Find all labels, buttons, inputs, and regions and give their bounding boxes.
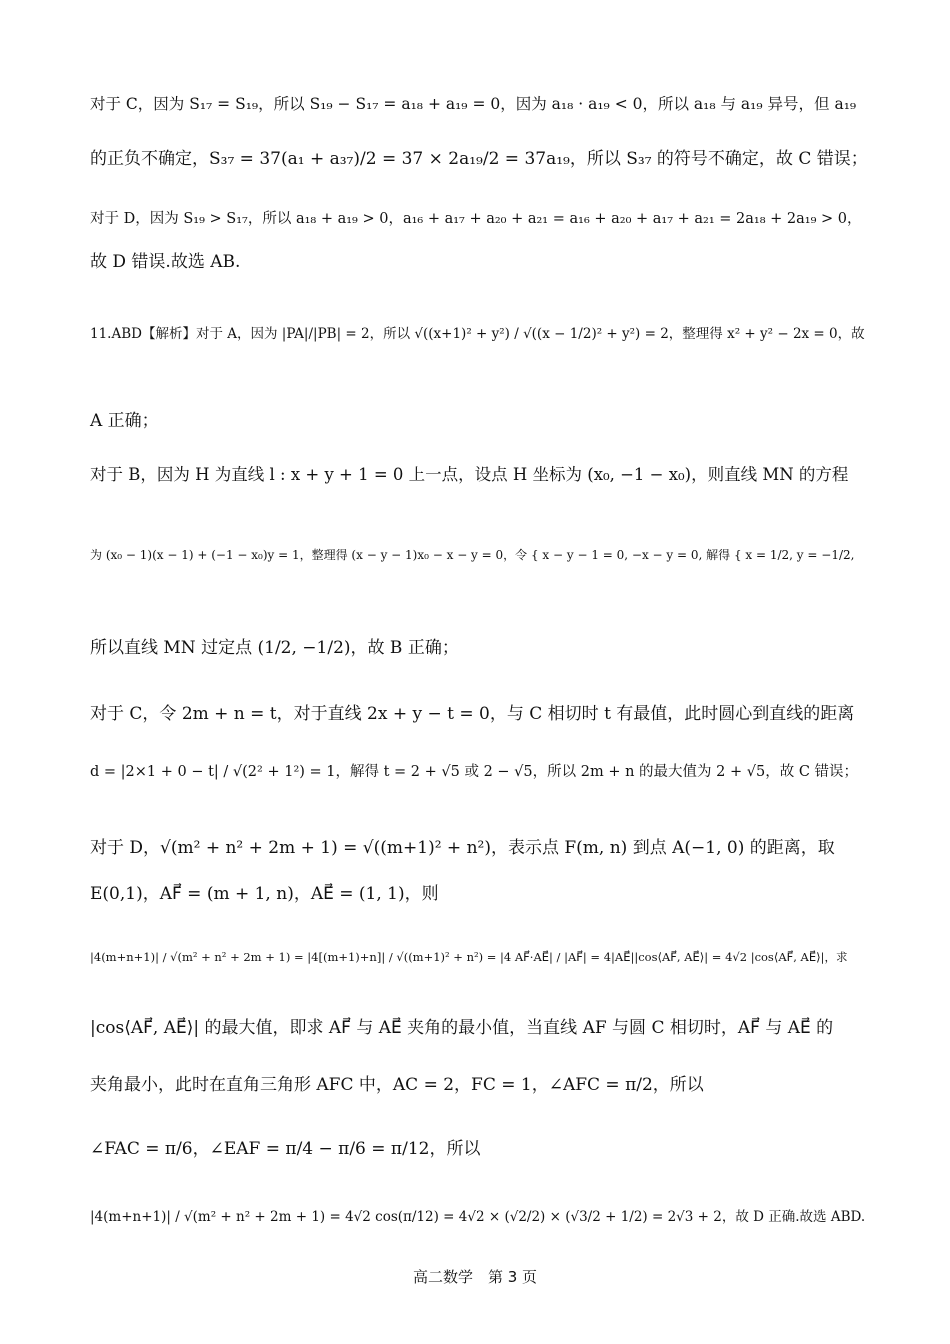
text-line: 对于 C，因为 S₁₇ = S₁₉，所以 S₁₉ − S₁₇ = a₁₈ + a₁₉ = 0，因为 a₁₈ · a₁₉ < 0，所以 a₁₈ 与 a₁₉ 异号，但 a₁₉ (90, 95, 857, 113)
text-line: 为 (x₀ − 1)(x − 1) + (−1 − x₀)y = 1，整理得 (x − y − 1)x₀ − x − y = 0，令 { x − y − 1 = 0, −x − y = 0, 解得 { x = 1/2, y = −1/2, (90, 548, 855, 562)
text-line: 的正负不确定，S₃₇ = 37(a₁ + a₃₇)/2 = 37 × 2a₁₉/2 = 37a₁₉，所以 S₃₇ 的符号不确定，故 C 错误； (90, 149, 868, 169)
text-line: A 正确； (90, 411, 159, 431)
text-line: 对于 D，√(m² + n² + 2m + 1) = √((m+1)² + n²)，表示点 F(m, n) 到点 A(−1, 0) 的距离，取 (90, 838, 835, 858)
text-line: 夹角最小，此时在直角三角形 AFC 中，AC = 2，FC = 1，∠AFC = π/2，所以 (90, 1075, 704, 1095)
text-line: 11.ABD【解析】对于 A，因为 |PA|/|PB| = 2，所以 √((x+1)² + y²) / √((x − 1/2)² + y²) = 2，整理得 x² + y² − 2x = 0，故 (90, 326, 865, 342)
text-line: |4(m+n+1)| / √(m² + n² + 2m + 1) = |4[(m+1)+n]| / √((m+1)² + n²) = |4 AF⃗·AE⃗| / |AF⃗| = 4|AE⃗||cos⟨AF⃗, AE⃗⟩| = 4√2 |cos⟨AF⃗, AE⃗⟩|，求 (90, 950, 848, 964)
text-line: d = |2×1 + 0 − t| / √(2² + 1²) = 1，解得 t = 2 + √5 或 2 − √5，所以 2m + n 的最大值为 2 + √5，故 C 错误； (90, 764, 859, 780)
text-line: 故 D 错误.故选 AB. (90, 252, 241, 272)
text-line: 对于 C，令 2m + n = t，对于直线 2x + y − t = 0，与 C 相切时 t 有最值，此时圆心到直线的距离 (90, 704, 855, 724)
text-line: ∠FAC = π/6，∠EAF = π/4 − π/6 = π/12，所以 (90, 1139, 481, 1159)
text-line: 对于 B，因为 H 为直线 l : x + y + 1 = 0 上一点，设点 H 坐标为 (x₀, −1 − x₀)，则直线 MN 的方程 (90, 465, 849, 484)
page-footer: 高二数学 第 3 页 (412, 1268, 538, 1286)
text-line: 对于 D，因为 S₁₉ > S₁₇，所以 a₁₈ + a₁₉ > 0，a₁₆ + a₁₇ + a₂₀ + a₂₁ = a₁₆ + a₂₀ + a₁₇ + a₂₁ = 2a₁₈ + 2a₁₉ > 0， (90, 211, 862, 227)
text-line: 所以直线 MN 过定点 (1/2, −1/2)，故 B 正确； (90, 638, 459, 658)
text-line: |4(m+n+1)| / √(m² + n² + 2m + 1) = 4√2 cos(π/12) = 4√2 × (√2/2) × (√3/2 + 1/2) = 2√3 + 2，故 D 正确.故选 ABD. (90, 1209, 866, 1225)
text-line: E(0,1)，AF⃗ = (m + 1, n)，AE⃗ = (1, 1)，则 (90, 884, 439, 904)
text-line: |cos⟨AF⃗, AE⃗⟩| 的最大值，即求 AF⃗ 与 AE⃗ 夹角的最小值，当直线 AF 与圆 C 相切时，AF⃗ 与 AE⃗ 的 (90, 1018, 834, 1038)
